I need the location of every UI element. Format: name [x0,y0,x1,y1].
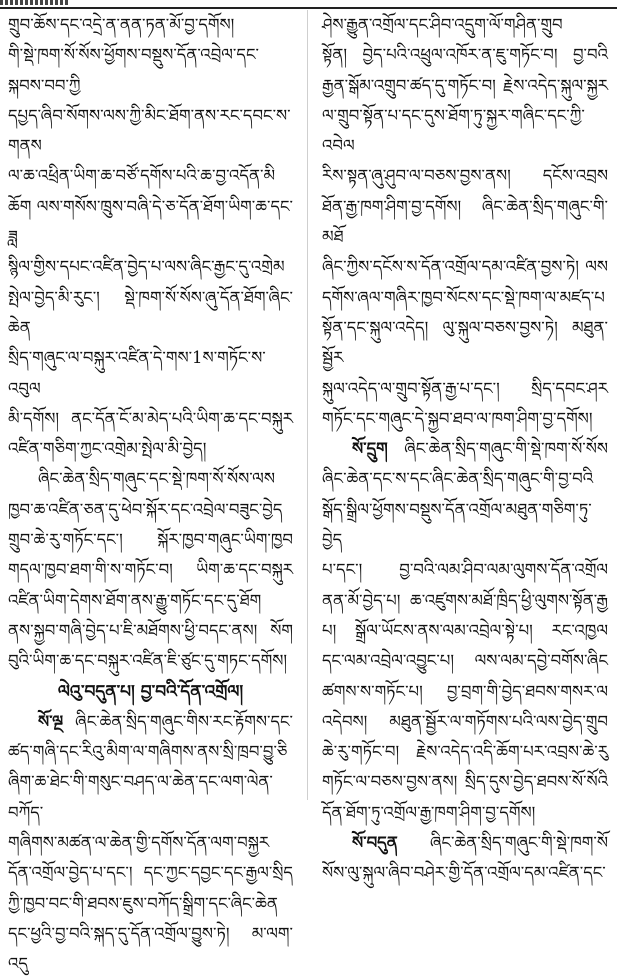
text-line: སྙིལ་གྱིས་དཔང་འཛིན་བྱེད་པ་ལས་ཞིང་རྒྱང་དུ་འགྲེམ [8,257,285,277]
text-line: ཞིང་ཀྱིས་དངོས་ས་དོན་འགྲོལ་དམ་འཛིན་བྱས་ཏེ། ལས [322,257,608,277]
text-span: ཞིང་ཆེན་སྲིད་གཞུང་གི་སྡེ་ཁག་སོ་སོས [404,439,608,459]
text-line: པ་དང་། བྱ་བའི་ལམ་ཤིབ་ལམ་ལུགས་དོན་འགྲོལ [322,560,608,580]
right-para-2 [322,434,608,828]
text-line: ཚད་གཞི་དང་རིའུ་མིག་ལ་གཞིགས་ནས་སྲི་ཁྲབ་བྱུ་ཅི [8,742,288,762]
text-line: ལ་ཆ་འཕྲིན་ཡིག་ཆ་བཙོ་དགོས་པའི་ཆ་བྱ་འདོན་མི [8,166,276,186]
text-line: ཞིག་ཆ་ཐེང་གི་གསུང་བཤད་ལ་ཆེན་དང་ལག་ལེན་བཀོད་ [8,772,273,822]
article-number: སོ་བདུན [352,833,398,853]
text-line: འཛིན་ཡིག་དེགས་ཐོག་ནས་རྒྱུ་གཏོང་དང་དུ་ཐོག [8,590,262,610]
text-line [322,828,608,858]
left-para-3 [8,707,293,980]
text-line: རིས་སྟན་ཞུ་ཤུབ་ལ་བཅས་བྱས་ནས། དངོས་འབྲས [322,166,608,186]
text-line [8,707,293,737]
text-line: ནས་སྐྱབ་གཞི་བྱེད་པ་ཇི་མཐོགས་ཕྱི་བདང་ནས། སོག [8,620,293,640]
text-line: གཏོང་ལ་བཅས་བྱས་ནས། སྲིད་དུས་བྱེད་ཐབས་སོ་སོའི [322,772,608,792]
text-line: ཞིང་ཆེན་སྲིད་གཞུང་དང་སྡེ་ཁག་སོ་སོས་ལས [38,469,275,489]
left-column [2,10,308,974]
text-line: ཀྱི་ཁྱབ་བང་གི་ཐབས་ཇུས་བཀོད་སྒྲིག་དང་ཞིང་ཆེན [8,893,278,913]
text-line: ཐོན་རྒྱ་ཁག་ཤིག་བྱ་དགོས། ཞིང་ཆེན་སྲིད་གཞུང་གི་མཐོ [322,196,608,247]
article-number: སོ་དྲུག [352,439,388,459]
text-line: པ། སྒྲོལ་ཡོངས་ནས་ལམ་འབྲེལ་སྟེ་པ། རང་འཁྱལ [322,620,608,640]
right-para-1 [322,10,608,434]
document-page [2,10,615,974]
text-line: ཞིང་ཆེན་དང་ས་དང་ཞིང་ཆེན་སྲིད་གཞུང་གི་བྱ་བའི [322,469,594,489]
text-line: གཞིགས་མཚན་ལ་ཆེན་གྱི་དགོས་དོན་ལག་བསྐྱར [8,833,270,853]
text-line: གཏོང་དང་གཞུང་དེ་སྐྱབ་ཐབ་ལ་ཁག་ཤིག་བྱ་དགོས། [322,408,593,428]
text-line: ཁྱབ་ཆ་འཛིན་ཅན་དུ་ཕེབ་སྐོར་དང་འབྲེལ་བཟུང་བྱེད [8,499,283,519]
text-line: མི་དགོས། ནང་དོན་ངོ་མ་མེད་པའི་ཡིག་ཆ་དང་བསྐུར [8,408,293,428]
text-line: དགོས་ཞལ་གཞིར་ཁྱབ་སོངས་དང་སྡེ་ཁག་ལ་མཛད་པ [322,287,605,307]
text-line: གདལ་ཁྱབ་ཐག་གི་ས་གཏོང་བ། ཡིག་ཆ་དང་བསྐུར [8,560,293,580]
text-span: ཞིང་ཆེན་སྲིད་གཞུང་གིས་རང་རྟོགས་དང་ [75,711,293,731]
text-line: དོན་འགྲོལ་བྱེད་པ་དང་། དང་ཀྱང་དབྱང་དང་རྒྱལ་སྲིད [8,863,293,883]
article-number: སོ་ལྔ [38,711,64,731]
text-line: ལ་གྲུབ་སྟོན་པ་དང་དུས་ཐོག་ཏུ་སྐྱར་གཞིང་དང་ཀྱི་འབེལ [322,105,585,156]
chapter-heading: ལེའུ་བདུན་པ། བྱ་བའི་དོན་འགྲོལ། [57,681,244,702]
text-line: སོས་ལུ་སྐུལ་ཞིབ་བཤེར་གྱི་དོན་འགྲོལ་དམ་འཛིན་དང་ [322,863,606,883]
page-top-rule [0,0,617,9]
text-line: ཚགས་ས་གཏོང་པ། བྱ་བྲག་གི་བྱེད་ཐབས་གསར་ལ [322,681,608,701]
right-para-3 [322,828,608,889]
text-line: འདེབས། མཐུན་སྦྱོར་ལ་གཏོགས་པའི་ལས་བྱེད་གྲུབ [322,711,608,731]
text-line: དང་ལམ་འབྲེལ་འབྱུང་པ། ལས་ལམ་དབྱེ་བགོས་ཞིང [322,651,608,671]
text-line: ཆེ་རུ་གཏོང་བ། རྗེས་འདེད་འདི་ཆོག་པར་འབྲས་ཆེ་རུ [322,742,608,762]
text-line: གྲུབ་ཆེ་རུ་གཏོང་དང་། སྐོར་ཁྱབ་གཞུང་ཡིག་ཁྱབ [8,530,293,550]
left-para-1 [8,10,293,464]
text-line: དང་ཕྱའི་བྱ་བའི་སྐད་དུ་དོན་འགྲོལ་བྱུས་ཏེ། མ་ལག་འདུ [8,923,293,974]
running-header-stub [0,0,70,5]
text-line: འཛིན་གཅིག་ཀྱང་འགྲེམ་སྤེལ་མི་བྱེད། [8,439,207,459]
text-line: བུའི་ཡིག་ཆ་དང་བསྐུར་འཛིན་ཇི་ཙུང་དུ་གཏང་དགོས། [8,651,288,671]
text-line: སྟོན། བྱེད་པའི་འཕྲུལ་འཁོར་ན་ཇུ་གཏོང་བ། བྱ་བའི [322,45,608,65]
text-line: སྤེལ་བྱེད་མི་རུང་། སྡེ་ཁག་སོ་སོས་ཞུ་དོན་ཐོག་ཞིང་ཆེན [8,287,293,337]
text-line: སྐུལ་འདེད་ལ་གྲུབ་སྟོན་རྒྱ་པ་དང་། སྲིད་དབང་ཤར [322,378,608,398]
text-span: ཞིང་ཆེན་སྲིད་གཞུང་གི་སྡེ་ཁག་སོ [429,833,608,853]
text-line: སྲིད་གཞུང་ལ་བསྐུར་འཛིན་དེ་གས་1ས་གཏོང་ས་འབུལ [8,348,266,398]
text-line: གྲུབ་ཆོས་དང་འདྲེ་ན་ནན་ཏན་མོ་བྱ་དགོས། [8,15,235,34]
text-line [322,434,608,464]
text-line: ནན་མོ་བྱེད་པ། ཆ་འཛུགས་མཐོ་ཁྲིད་ཕྱི་ལུགས་སྟོན་རྒྱ [322,590,608,610]
text-line: རྒྱན་སྒོམ་འགྲུབ་ཚད་དུ་གཏོང་བ། རྗེས་འདེད་སྐུལ་སྐྱར [322,75,608,95]
text-line: ཤེས་རྒྱུན་འགྲོལ་དང་ཤིབ་འདྲུག་ལོ་གཤིན་གྲུབ [322,15,563,34]
text-line: དཔྱད་ཞིབ་སོགས་ལས་ཀྱི་མིང་ཐོག་ནས་རང་དབང་ས་གནས [8,105,291,156]
text-line: སྟོན་དང་སྐུལ་འདེད། ལུ་སྐུལ་བཅས་བྱས་ཏེ། མཐུན་སྦྱོར [322,317,608,368]
right-column [308,10,614,883]
text-line: དོན་ཐོག་ཏུ་འགྲོལ་རྒྱ་ཁག་ཤིག་བྱ་དགོས། [322,802,536,822]
text-line: སྒོད་སྒྲིལ་ཕྱོགས་བསྡུས་དོན་འགྲོལ་མཐུན་གཅིག་ཏུ་བྱེད [322,499,592,550]
text-line: ཆོག ལས་གསོས་ཁྲུས་བཞི་དེ་ཅ་དོན་ཐོག་ཡིག་ཆ་དང་ཟླ [8,196,293,247]
text-line: གི་སྡེ་ཁག་སོ་སོས་ཕྱོགས་བསྡུས་དོན་འབྲེལ་དང་སྐབས་བབ་ཀྱི [8,45,259,95]
left-para-2 [8,464,293,676]
